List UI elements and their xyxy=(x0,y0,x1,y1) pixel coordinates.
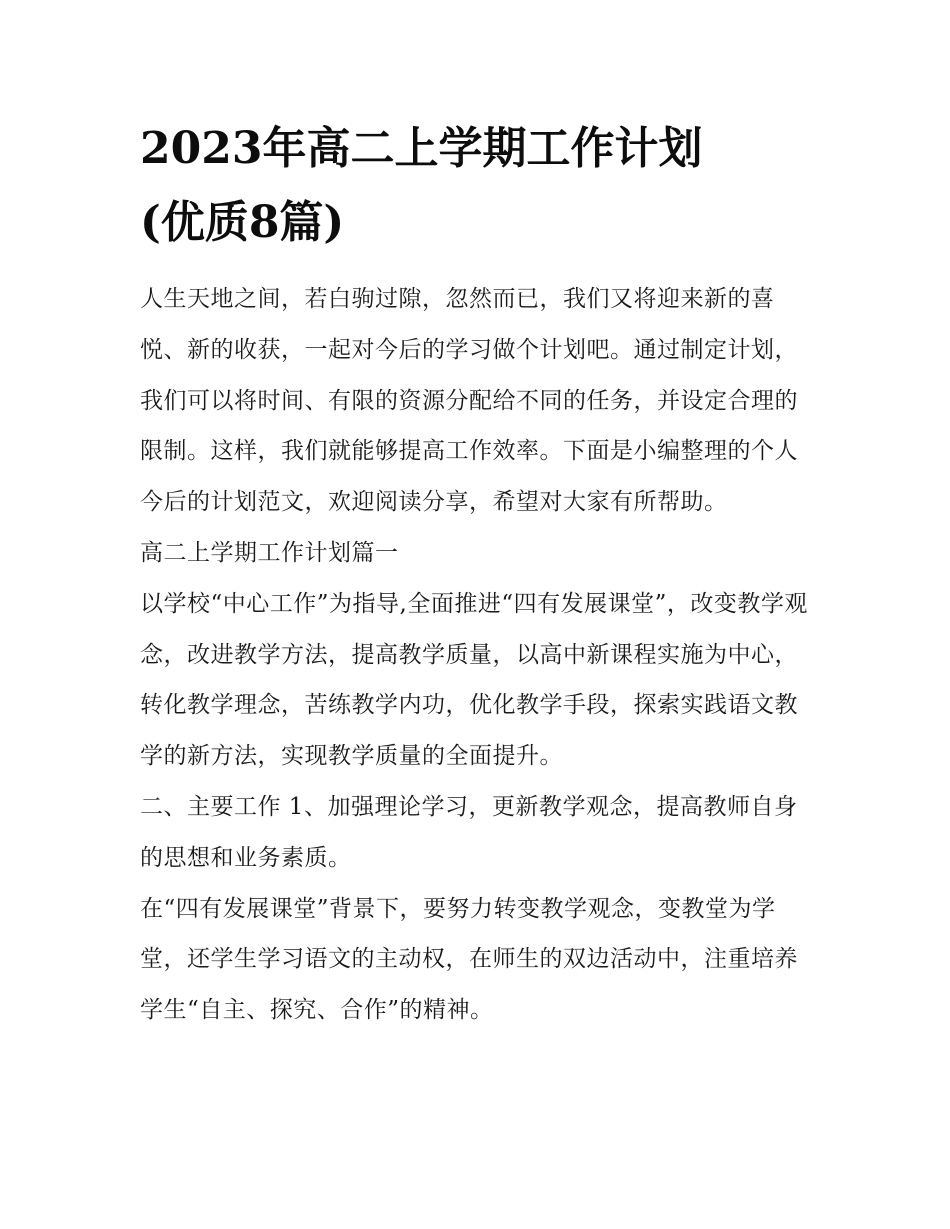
guideline-paragraph: 以学校“中心工作”为指导,全面推进“四有发展课堂”，改变教学观念，改进教学方法，提高教学质量，以高中新课程实施为中心，转化教学理念，苦练教学内功，优化教学手段，探索实践语文教学的新方法，实现教学质量的全面提升。 xyxy=(140,590,808,770)
main-work-paragraph: 二、主要工作 1、加强理论学习，更新教学观念，提高教师自身的思想和业务素质。 xyxy=(140,793,798,871)
document-body xyxy=(140,274,812,1036)
document-title: 2023年高二上学期工作计划 (优质8篇) xyxy=(140,123,703,248)
classroom-paragraph: 在“四有发展课堂”背景下，要努力转变教学观念，变教堂为学堂，还学生学习语文的主动权，在师生的双边活动中，注重培养学生“自主、探究、合作”的精神。 xyxy=(140,895,798,1024)
intro-paragraph: 人生天地之间，若白驹过隙，忽然而已，我们又将迎来新的喜悦、新的收获，一起对今后的学习做个计划吧。通过制定计划，我们可以将时间、有限的资源分配给不同的任务，并设定合理的限制。这样，我们就能够提高工作效率。下面是小编整理的个人今后的计划范文，欢迎阅读分享，希望对大家有所帮助。 xyxy=(140,286,798,516)
section-heading: 高二上学期工作计划篇一 xyxy=(140,539,399,566)
